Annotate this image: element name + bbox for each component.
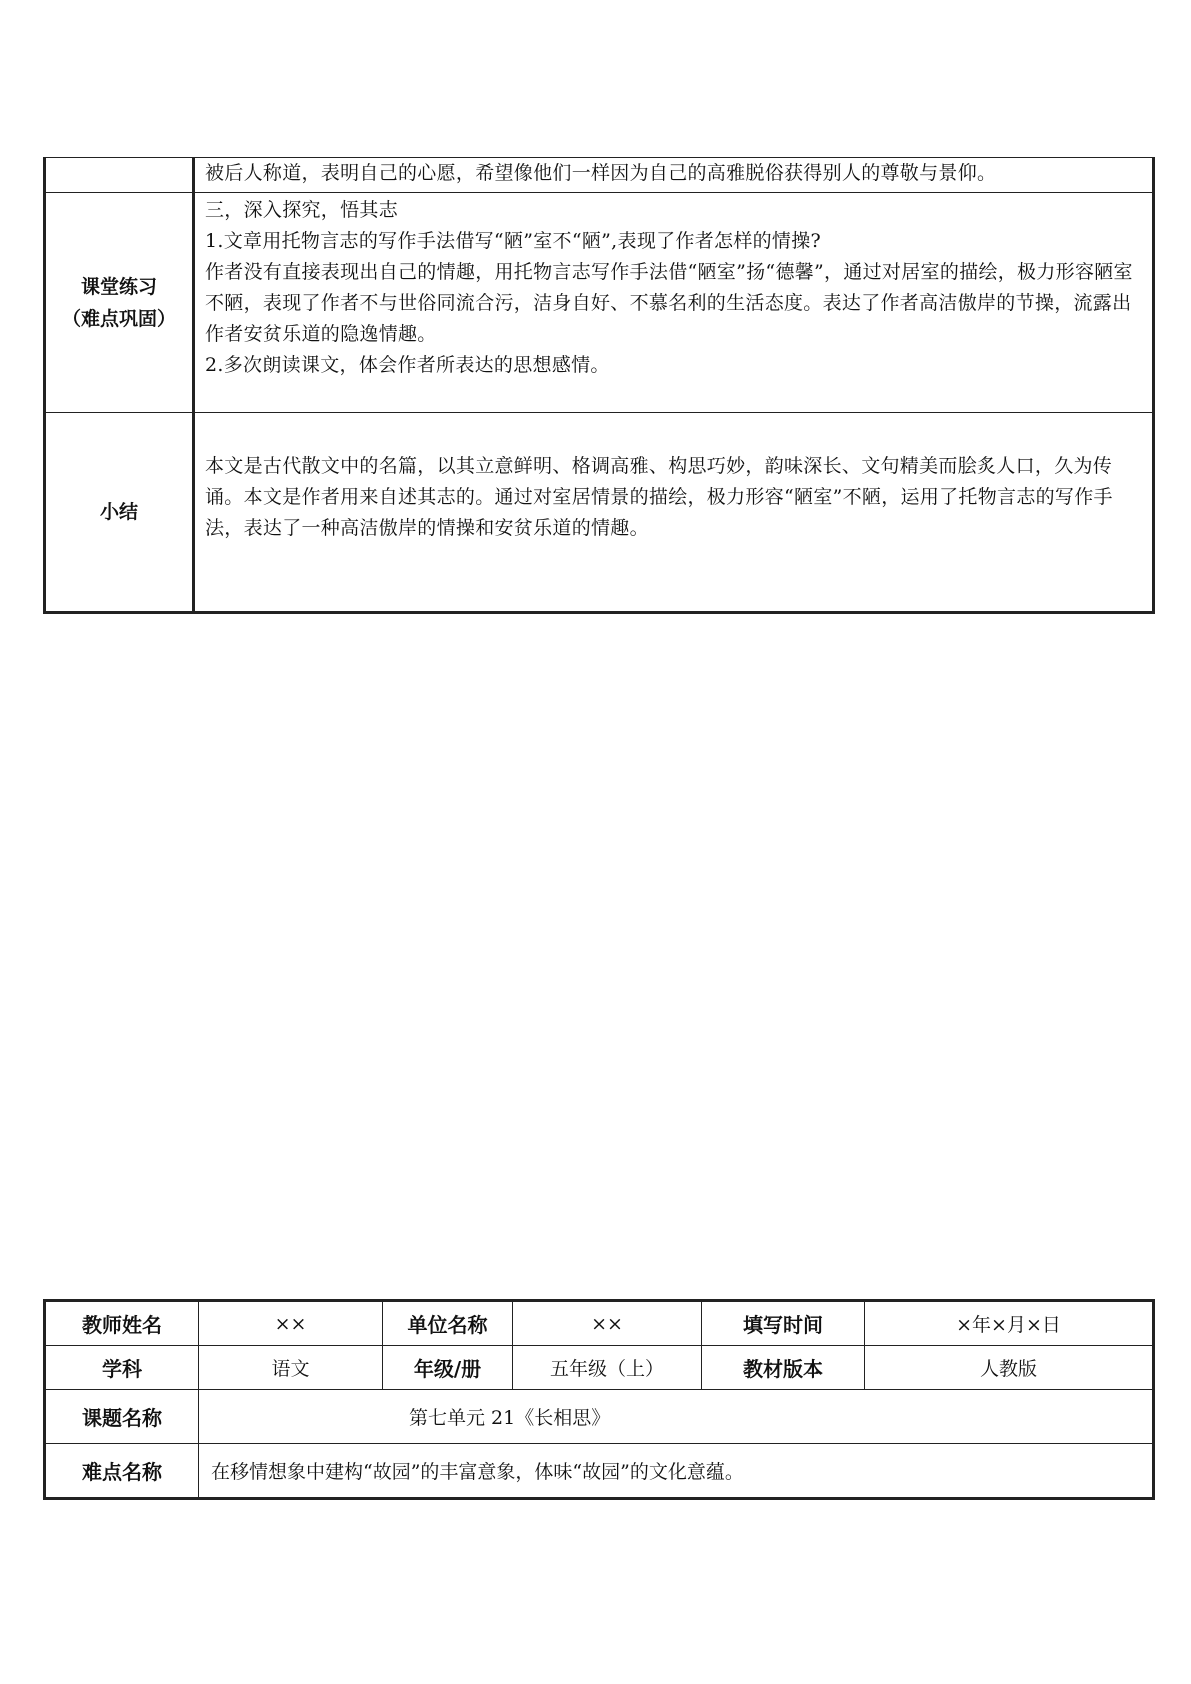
summary-label: 小结 xyxy=(99,501,138,523)
teacher-label: 教师姓名 xyxy=(45,1301,199,1346)
practice-label-line2: （难点巩固） xyxy=(61,307,176,330)
unit-value: ×× xyxy=(513,1301,702,1346)
difficulty-value: 在移情想象中建构“故园”的丰富意象，体味“故园”的文化意蕴。 xyxy=(199,1444,1154,1499)
continued-text: 被后人称道，表明自己的心愿，希望像他们一样因为自己的高雅脱俗获得别人的尊敬与景仰。 xyxy=(205,162,997,184)
continued-text-cell xyxy=(194,158,1154,193)
practice-question-1: 1.文章用托物言志的写作手法借写“陋”室不“陋”,表现了作者怎样的情操? xyxy=(205,230,822,252)
difficulty-label: 难点名称 xyxy=(45,1444,199,1499)
topic-label: 课题名称 xyxy=(45,1390,199,1444)
grade-label: 年级/册 xyxy=(383,1346,513,1390)
practice-answer-1: 作者没有直接表现出自己的情趣，用托物言志写作手法借“陋室”扬“德馨”，通过对居室的描绘，极力形容陋室不陋，表现了作者不与世俗同流合污，洁身自好、不慕名利的生活态度。表达了作者高洁傲岸的节操，流露出作者安贫乐道的隐逸情趣。 xyxy=(205,261,1133,345)
practice-label-cell xyxy=(45,193,194,413)
info-row-3 xyxy=(45,1390,1154,1444)
practice-row xyxy=(45,193,1154,413)
unit-label: 单位名称 xyxy=(383,1301,513,1346)
topic-value: 第七单元 21《长相思》 xyxy=(199,1390,1154,1444)
summary-row xyxy=(45,413,1154,613)
lesson-plan-table xyxy=(43,157,1155,614)
info-row-4 xyxy=(45,1444,1154,1499)
subject-label: 学科 xyxy=(45,1346,199,1390)
practice-question-2: 2.多次朗读课文，体会作者所表达的思想感情。 xyxy=(205,354,610,376)
practice-label-line1: 课堂练习 xyxy=(80,275,157,298)
practice-content-cell xyxy=(194,193,1154,413)
lesson-info-table xyxy=(43,1299,1155,1500)
edition-value: 人教版 xyxy=(865,1346,1154,1390)
continued-row xyxy=(45,158,1154,193)
subject-value: 语文 xyxy=(199,1346,383,1390)
summary-content-cell xyxy=(194,413,1154,613)
edition-label: 教材版本 xyxy=(702,1346,865,1390)
info-row-1 xyxy=(45,1301,1154,1346)
date-value: ×年×月×日 xyxy=(865,1301,1154,1346)
grade-value: 五年级（上） xyxy=(513,1346,702,1390)
summary-label-cell xyxy=(45,413,194,613)
empty-label-cell xyxy=(45,158,194,193)
summary-text: 本文是古代散文中的名篇，以其立意鲜明、格调高雅、构思巧妙，韵味深长、文句精美而脍炙人口，久为传诵。本文是作者用来自述其志的。通过对室居情景的描绘，极力形容“陋室”不陋，运用了托物言志的写作手法，表达了一种高洁傲岸的情操和安贫乐道的情趣。 xyxy=(205,455,1113,539)
practice-heading: 三，深入探究，悟其志 xyxy=(205,199,399,221)
teacher-value: ×× xyxy=(199,1301,383,1346)
info-row-2 xyxy=(45,1346,1154,1390)
date-label: 填写时间 xyxy=(702,1301,865,1346)
